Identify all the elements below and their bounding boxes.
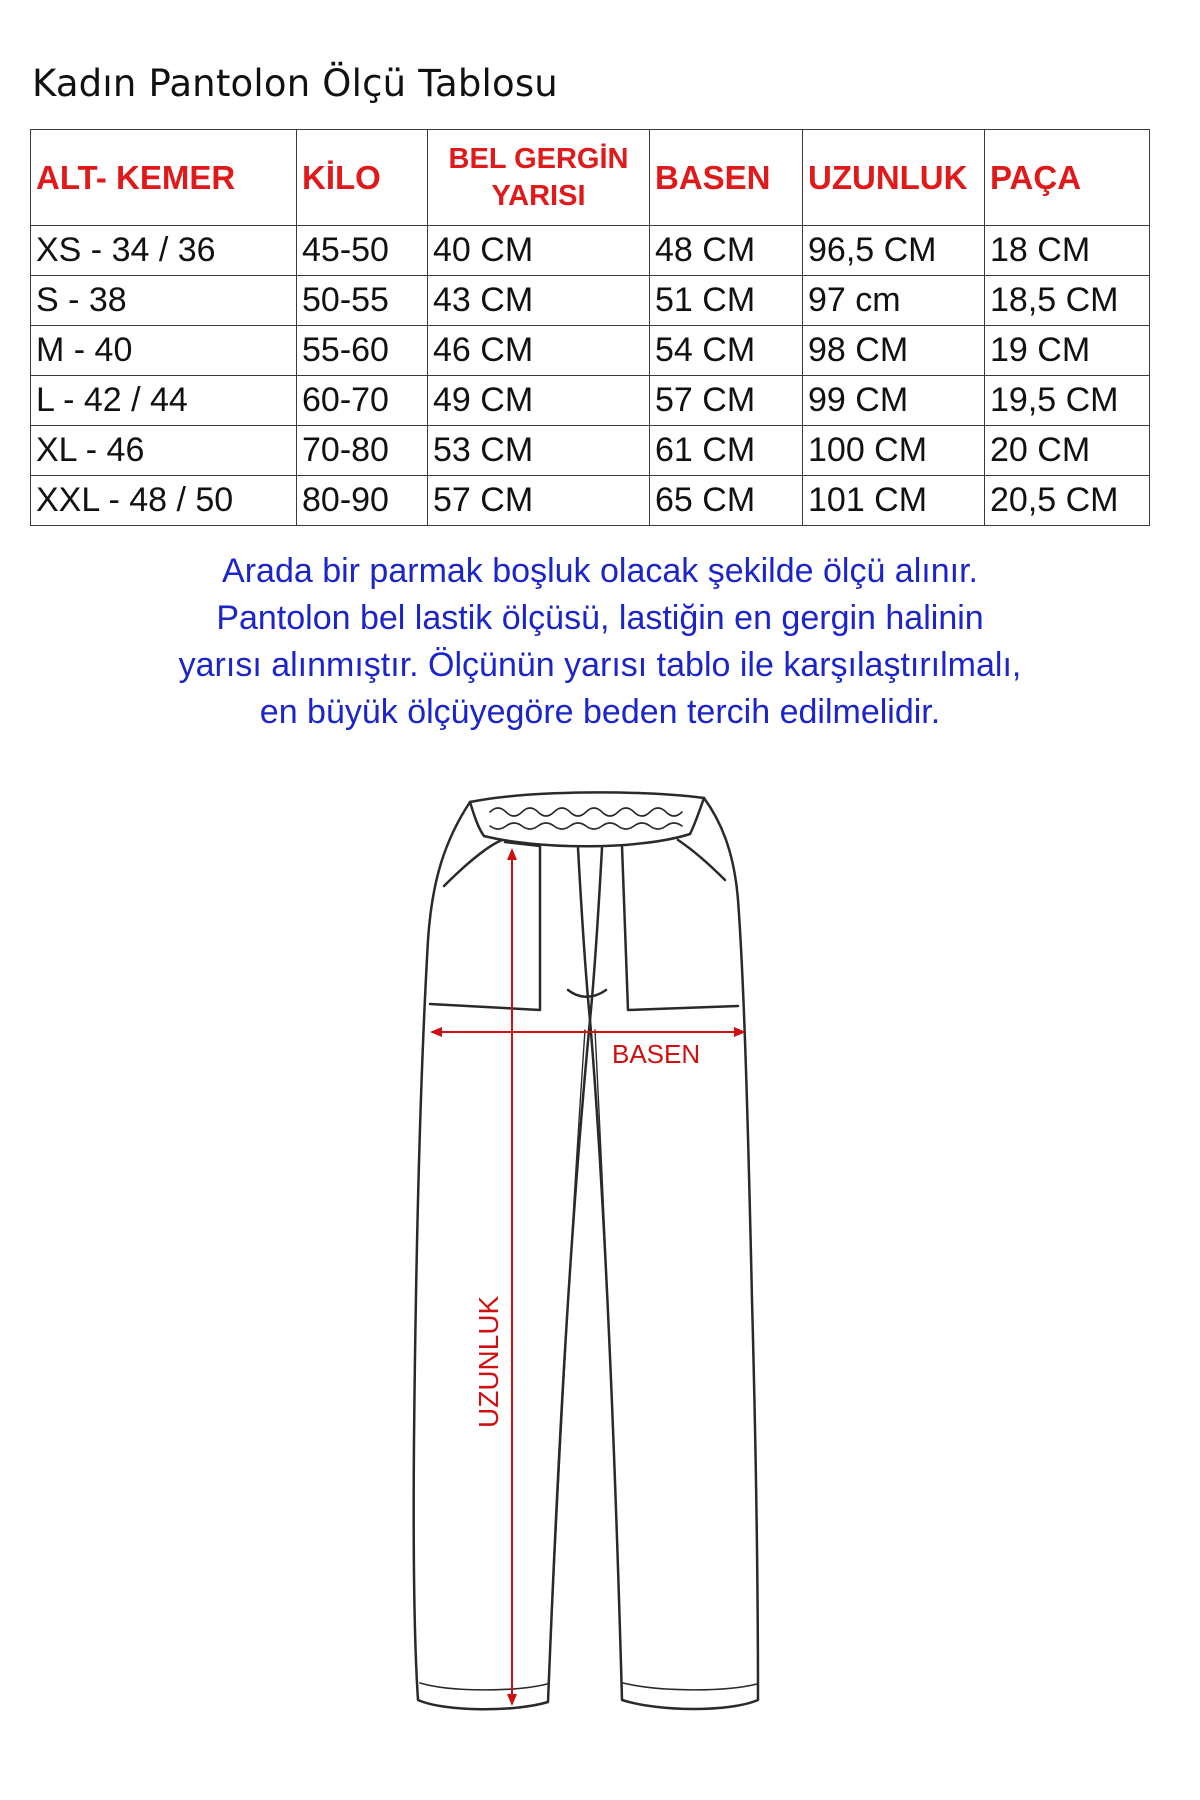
cell-waist: 53 CM (428, 426, 650, 476)
right-pocket (678, 840, 725, 880)
hip-label: BASEN (612, 1039, 701, 1069)
cell-weight: 45-50 (297, 226, 428, 276)
page-title: Kadın Pantolon Ölçü Tablosu (32, 62, 558, 105)
left-pocket (444, 840, 502, 886)
cell-length: 98 CM (803, 326, 985, 376)
cell-hem: 20,5 CM (985, 476, 1150, 526)
cell-length: 96,5 CM (803, 226, 985, 276)
cell-weight: 60-70 (297, 376, 428, 426)
cell-weight: 70-80 (297, 426, 428, 476)
cell-hip: 48 CM (650, 226, 803, 276)
cell-hem: 20 CM (985, 426, 1150, 476)
cell-hip: 57 CM (650, 376, 803, 426)
pants-outline (414, 798, 758, 1709)
cell-hem: 19 CM (985, 326, 1150, 376)
cell-length: 101 CM (803, 476, 985, 526)
cell-size: XL - 46 (31, 426, 297, 476)
cell-hip: 61 CM (650, 426, 803, 476)
hip-arrow-left (430, 1027, 442, 1037)
waistband-bottom (484, 834, 690, 846)
length-arrow-top (507, 848, 517, 860)
note-line-4: en büyük ölçüyegöre beden tercih edilmelidir. (259, 693, 941, 731)
cell-hem: 18 CM (985, 226, 1150, 276)
cell-length: 100 CM (803, 426, 985, 476)
cell-waist: 49 CM (428, 376, 650, 426)
length-label: UZUNLUK (473, 1295, 504, 1428)
cell-waist: 57 CM (428, 476, 650, 526)
cell-weight: 80-90 (297, 476, 428, 526)
cell-weight: 50-55 (297, 276, 428, 326)
header-waist-line1: BEL GERGİN (448, 143, 629, 176)
cell-size: XS - 34 / 36 (31, 226, 297, 276)
cell-waist: 46 CM (428, 326, 650, 376)
cell-size: L - 42 / 44 (31, 376, 297, 426)
cell-size: M - 40 (31, 326, 297, 376)
header-waist-line2: YARISI (491, 179, 586, 212)
header-hem: PAÇA (985, 130, 1150, 226)
cell-hem: 19,5 CM (985, 376, 1150, 426)
header-weight: KİLO (297, 130, 428, 226)
cell-hem: 18,5 CM (985, 276, 1150, 326)
waistband-top (470, 792, 704, 802)
note-line-3: yarısı alınmıştır. Ölçünün yarısı tablo ile karşılaştırılmalı, (178, 646, 1022, 684)
note-line-2: Pantolon bel lastik ölçüsü, lastiğin en gergin halinin (216, 599, 984, 637)
cell-waist: 43 CM (428, 276, 650, 326)
cell-waist: 40 CM (428, 226, 650, 276)
cell-hip: 65 CM (650, 476, 803, 526)
note-line-1: Arada bir parmak boşluk olacak şekilde ölçü alınır. (222, 552, 978, 590)
cell-size: XXL - 48 / 50 (31, 476, 297, 526)
header-length: UZUNLUK (803, 130, 985, 226)
cell-hip: 51 CM (650, 276, 803, 326)
cell-length: 97 cm (803, 276, 985, 326)
cell-length: 99 CM (803, 376, 985, 426)
length-arrow-bottom (507, 1694, 517, 1706)
cell-weight: 55-60 (297, 326, 428, 376)
cell-size: S - 38 (31, 276, 297, 326)
header-hip: BASEN (650, 130, 803, 226)
cell-hip: 54 CM (650, 326, 803, 376)
header-size: ALT- KEMER (31, 130, 297, 226)
